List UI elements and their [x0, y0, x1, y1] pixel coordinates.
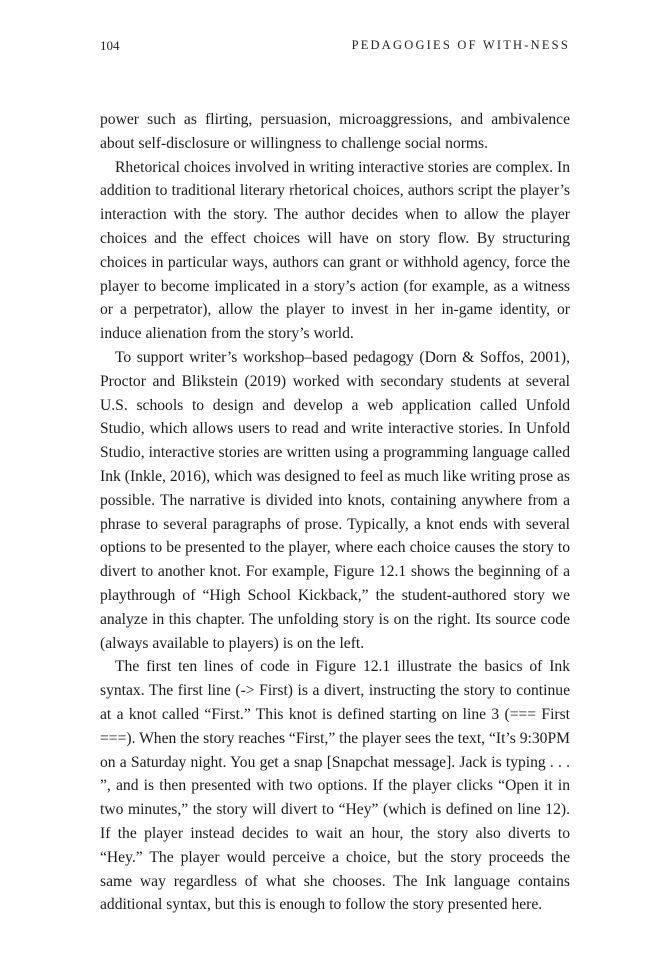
paragraph-ink-syntax: The first ten lines of code in Figure 12.1 illustrate the basics of Ink syntax. The first line (-> First) is a divert, instructing the story to continue at a knot called “First.” This knot is defined starting on line 3 (=== First ===). When the story reaches “First,” the player sees the text, “It’s 9:30PM on a Saturday night. You get a snap [Snapchat message]. Jack is typing . . . ”, and is then presented with two options. If the player clicks “Open it in two minutes,” the story will divert to “Hey” (which is defined on line 12). If the player instead decides to wait an hour, the story also diverts to “Hey.” The player would perceive a choice, but the story proceeds the same way regardless of what she chooses. The Ink language contains additional syntax, but this is enough to follow the story presented here. — [100, 658, 570, 914]
body-text — [100, 108, 570, 917]
running-head: PEDAGOGIES OF WITH-NESS — [351, 38, 570, 52]
paragraph-rhetorical-choices: Rhetorical choices involved in writing interactive stories are complex. In addition to traditional literary rhetorical choices, authors script the player’s interaction with the story. The author decides when to allow the player choices and the effect choices will have on story flow. By structuring choices in particular ways, authors can grant or withhold agency, force the player to become implicated in a story’s action (for example, as a witness or a perpetrator), allow the player to invest in her in-game identity, or induce alienation from the story’s world. — [100, 158, 570, 343]
paragraph-unfold-studio: To support writer’s workshop–based pedagogy (Dorn & Soffos, 2001), Proctor and Blikstein (2019) worked with secondary students at several U.S. schools to design and develop a web application called Unfold Studio, which allows users to read and write interactive stories. In Unfold Studio, interactive stories are written using a programming language called Ink (Inkle, 2016), which was designed to feel as much like writing prose as possible. The narrative is divided into knots, containing anywhere from a phrase to several paragraphs of prose. Typically, a knot ends with several options to be presented to the player, where each choice causes the story to divert to another knot. For example, Figure 12.1 shows the beginning of a playthrough of “High School Kickback,” the student-authored story we analyze in this chapter. The unfolding story is on the right. Its source code (always available to players) is on the left. — [100, 348, 570, 652]
paragraph-continuation: power such as flirting, persuasion, microaggressions, and ambivalence about self-disclosure or willingness to challenge social norms. — [100, 111, 570, 152]
page-header — [100, 38, 570, 58]
page-number: 104 — [100, 38, 120, 53]
